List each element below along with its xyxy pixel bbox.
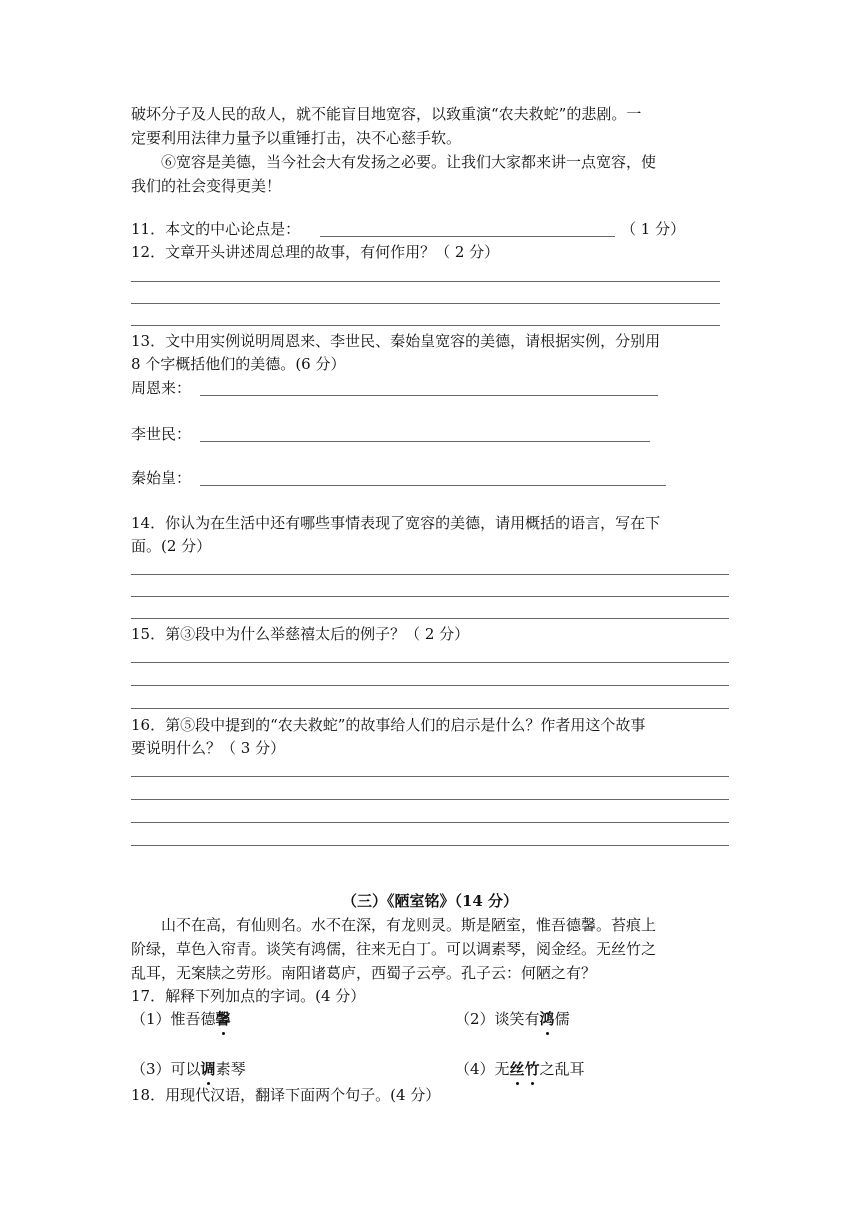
answer-line[interactable]: [131, 822, 729, 823]
answer-line[interactable]: [131, 776, 729, 777]
answer-line[interactable]: [320, 236, 615, 237]
answer-line[interactable]: [131, 685, 729, 686]
question-14-line: 面。(2 分）: [131, 537, 212, 555]
dotted-char: 丝: [509, 1060, 525, 1078]
li-shimin-label: 李世民：: [131, 425, 192, 443]
q17-item-3: [131, 1058, 246, 1080]
question-15: 15．第③段中为什么举慈禧太后的例子？（ 2 分）: [131, 625, 470, 643]
passage-line: 定要利用法律力量予以重锤打击，决不心慈手软。: [131, 129, 462, 147]
answer-line[interactable]: [131, 281, 720, 282]
q17-item-2: [455, 1008, 570, 1030]
dotted-char: 鸿: [539, 1010, 555, 1028]
answer-line[interactable]: [131, 574, 729, 575]
zhou-enlai-label: 周恩来：: [131, 379, 192, 397]
paragraph-6-line: 我们的社会变得更美！: [131, 177, 282, 195]
answer-line-li[interactable]: [200, 441, 650, 442]
paragraph-6-line: ⑥宽容是美德，当今社会大有发扬之必要。让我们大家都来讲一点宽容，使: [161, 153, 657, 171]
question-11-label: 11．本文的中心论点是：: [131, 220, 301, 238]
lou-shi-ming-line: 阶绿，草色入帘青。谈笑有鸿儒，往来无白丁。可以调素琴，阅金经。无丝竹之: [131, 940, 657, 958]
lou-shi-ming-line: 乱耳，无案牍之劳形。南阳诸葛庐，西蜀子云亭。孔子云：何陋之有？: [131, 964, 597, 982]
lou-shi-ming-line: 山不在高，有仙则名。水不在深，有龙则灵。斯是陋室，惟吾德馨。苔痕上: [161, 916, 657, 934]
item-text: （4）无: [455, 1060, 510, 1078]
item-text: 儒: [554, 1010, 570, 1028]
item-text: 素琴: [215, 1060, 246, 1078]
question-12: 12．文章开头讲述周总理的故事，有何作用？（ 2 分）: [131, 243, 500, 261]
answer-line[interactable]: [131, 799, 729, 800]
answer-line[interactable]: [131, 845, 729, 846]
question-13-line: 13．文中用实例说明周恩来、李世民、秦始皇宽容的美德，请根据实例，分别用: [131, 332, 661, 350]
question-17-label: 17．解释下列加点的字词。(4 分）: [131, 987, 366, 1005]
item-text: （2）谈笑有: [455, 1010, 540, 1028]
question-11-score: （ 1 分）: [621, 220, 686, 238]
dotted-char: 调: [200, 1060, 216, 1078]
answer-line[interactable]: [131, 325, 720, 326]
answer-line-zhou[interactable]: [200, 395, 658, 396]
item-text: （1）惟吾德: [131, 1010, 216, 1028]
passage-line: 破坏分子及人民的敌人，就不能盲目地宽容，以致重演“农夫救蛇”的悲剧。一: [131, 105, 642, 123]
qin-shihuang-label: 秦始皇：: [131, 469, 192, 487]
q17-item-1: [131, 1008, 231, 1030]
question-18-label: 18．用现代汉语，翻译下面两个句子。(4 分）: [131, 1086, 441, 1104]
answer-line[interactable]: [131, 303, 720, 304]
item-text: 之乱耳: [539, 1060, 585, 1078]
answer-line-qin[interactable]: [200, 485, 666, 486]
question-16-line: 要说明什么？（ 3 分）: [131, 739, 286, 757]
dotted-char: 馨: [215, 1010, 231, 1028]
answer-line[interactable]: [131, 662, 729, 663]
question-13-line: 8 个字概括他们的美德。(6 分）: [131, 355, 346, 373]
answer-line[interactable]: [131, 708, 729, 709]
item-text: （3）可以: [131, 1060, 201, 1078]
question-16-line: 16．第⑤段中提到的“农夫救蛇”的故事给人们的启示是什么？作者用这个故事: [131, 716, 646, 734]
dotted-char: 竹: [524, 1060, 540, 1078]
section-3-title: （三）《陋室铭》（14 分）: [341, 892, 519, 910]
q17-item-4: [455, 1058, 585, 1080]
answer-line[interactable]: [131, 596, 729, 597]
question-14-line: 14．你认为在生活中还有哪些事情表现了宽容的美德，请用概括的语言，写在下: [131, 514, 661, 532]
answer-line[interactable]: [131, 618, 729, 619]
